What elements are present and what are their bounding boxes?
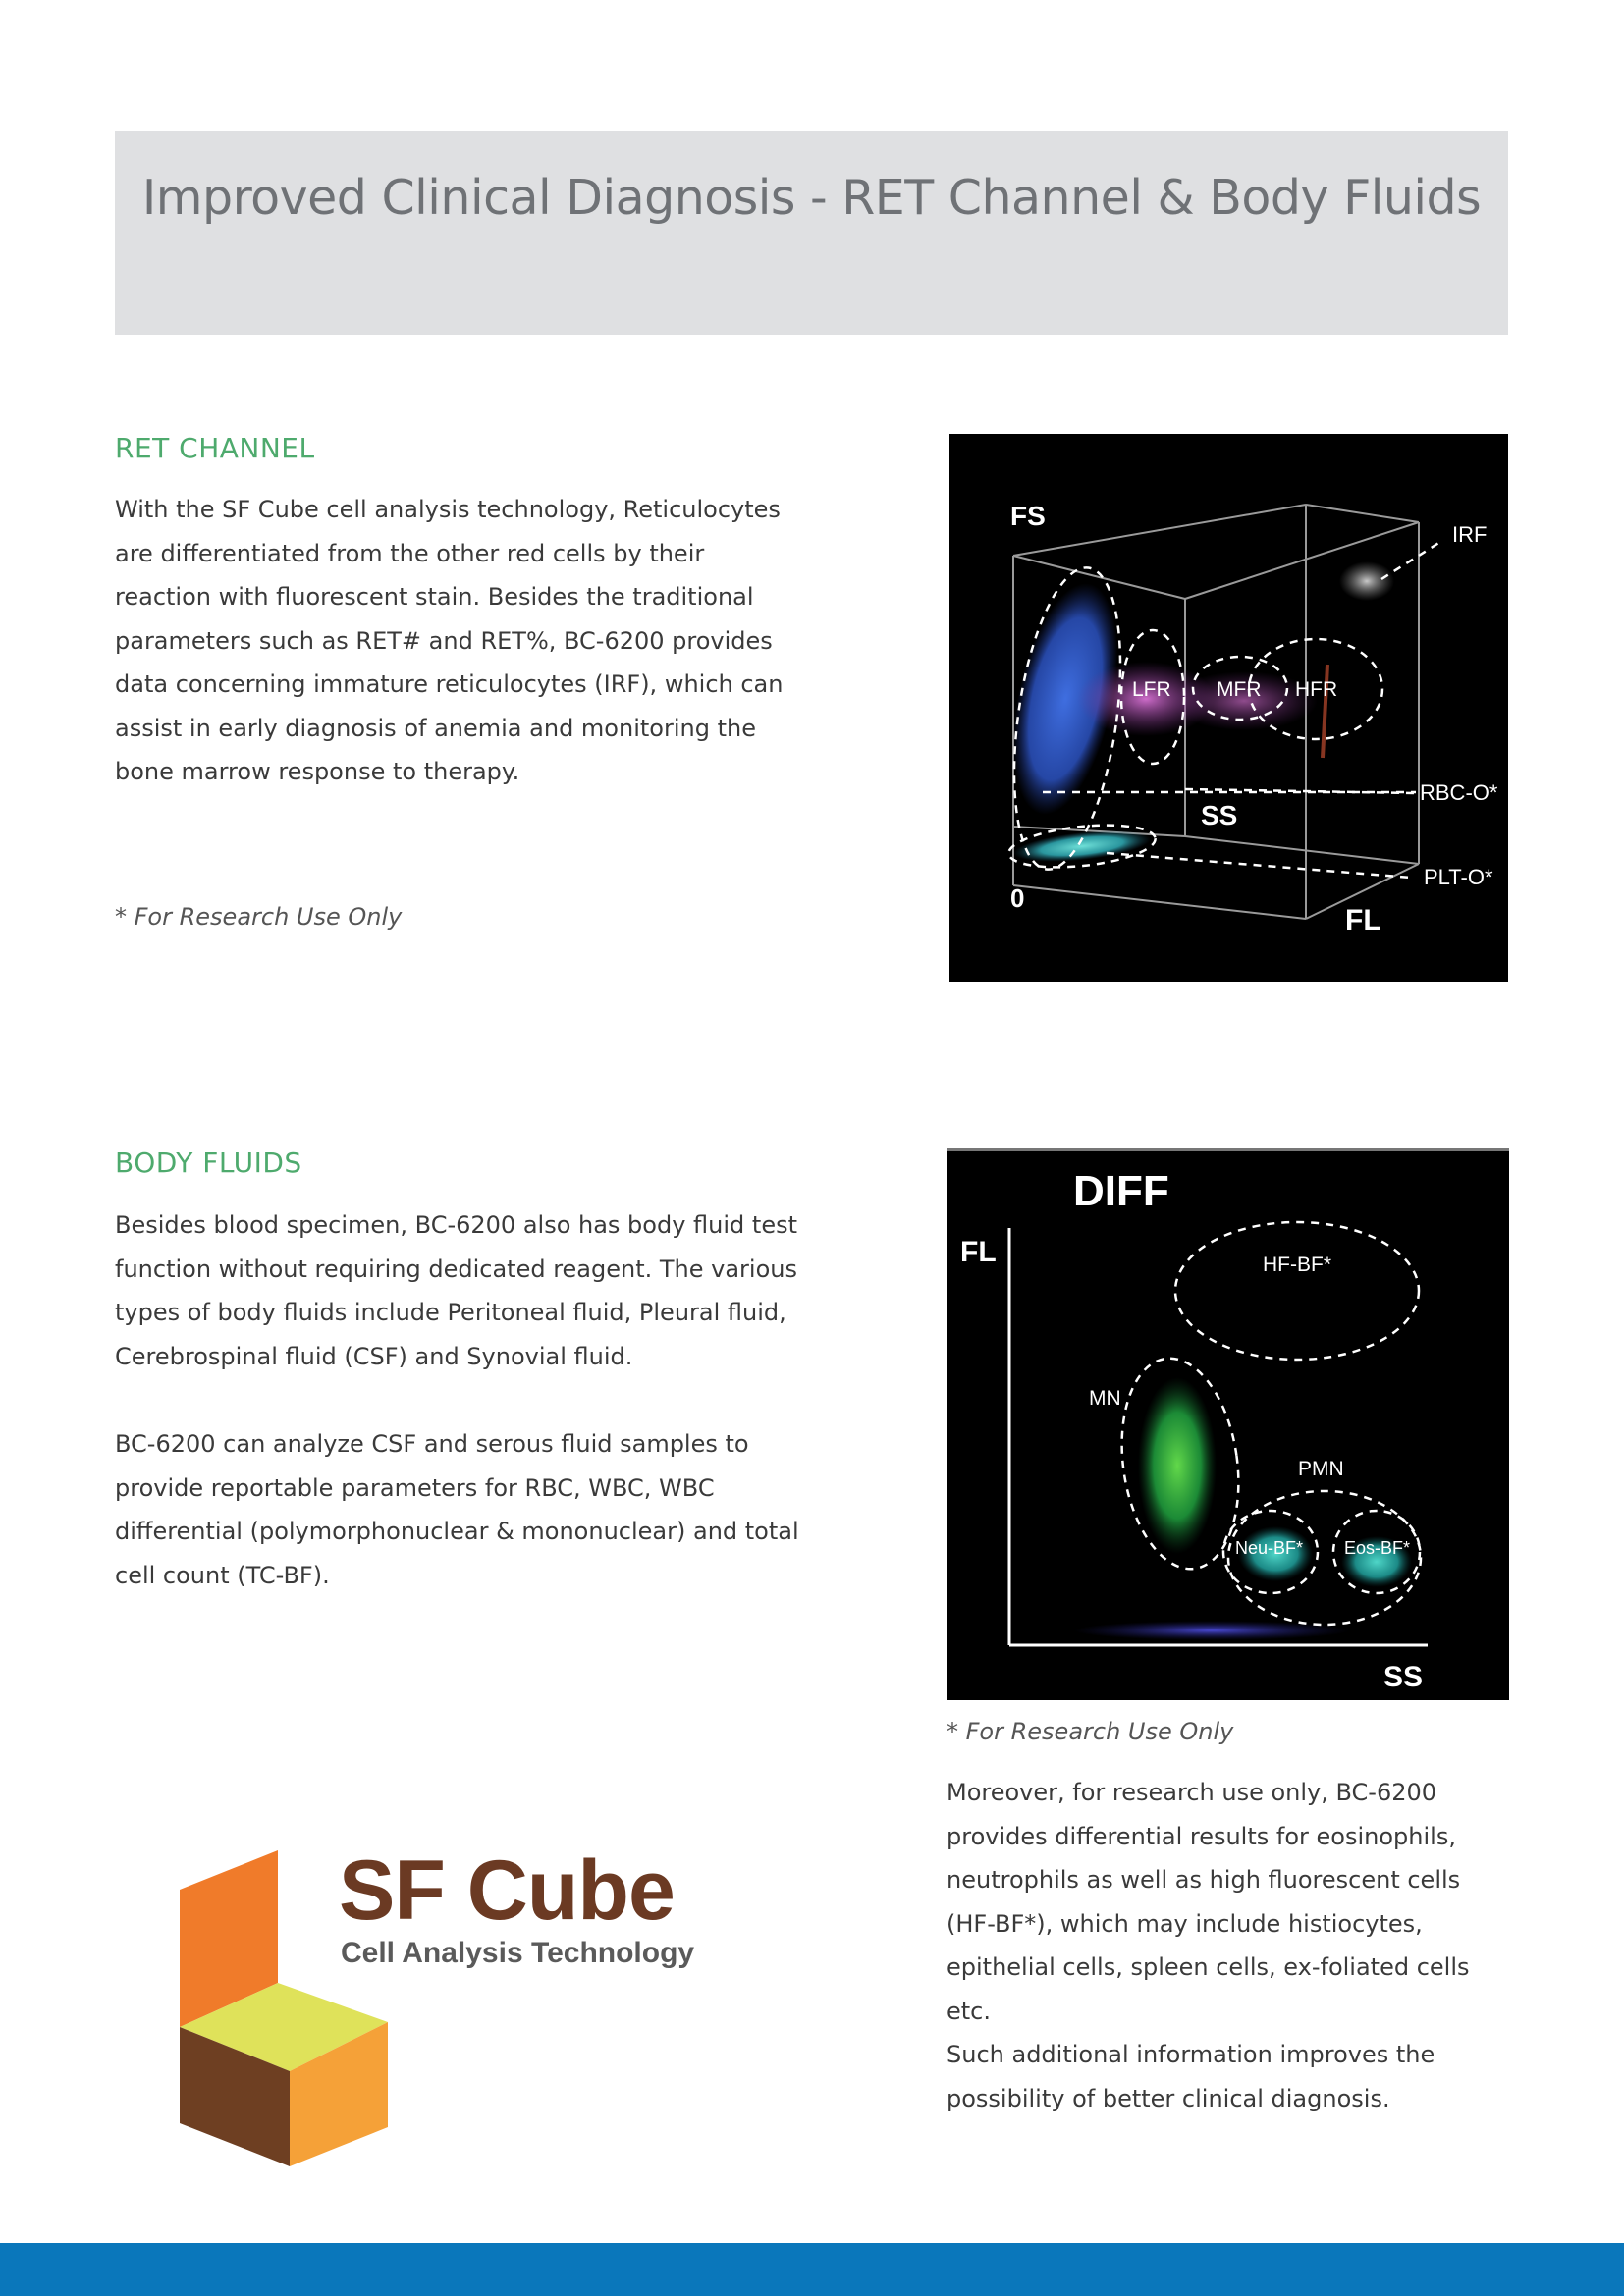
ret-plot-svg [949,434,1508,982]
logo-name: SF Cube [339,1843,675,1938]
bf-label-hf-bf: HF-BF* [1263,1254,1331,1276]
ret-axis-fs: FS [1010,501,1046,531]
ret-note: * For Research Use Only [115,903,403,931]
bf-mn-cloud [1138,1377,1217,1554]
bf-body-3: Moreover, for research use only, BC-6200 provides differential results for eosinophils, neutrophils as well as high fluorescent cells (HF-BF*), which may include histiocytes, epithelial cells, spleen cells, ex-foliated cells etc. [947,1779,1470,2025]
logo-tagline: Cell Analysis Technology [341,1937,695,1969]
bf-label-pmn: PMN [1298,1458,1344,1480]
ret-scatterplot [949,434,1508,982]
ret-label-irf: IRF [1452,522,1488,547]
page-title: Improved Clinical Diagnosis - RET Channel & Body Fluids [141,170,1482,226]
bf-label-eos-bf: Eos-BF* [1344,1538,1411,1558]
bf-label-neu-bf: Neu-BF* [1235,1538,1304,1558]
ret-origin: 0 [1010,883,1025,913]
bf-axis-fl: FL [960,1236,997,1268]
ret-body: With the SF Cube cell analysis technology, Reticulocytes are differentiated from the other red cells by their reaction with fluorescent stain. Besides the traditional parameters such as RET# and RET%, BC-6200 provides data concerning immature reticulocytes (IRF), which can assist in early diagnosis of anemia and monitoring the bone marrow response to therapy. [115,496,784,785]
header-banner [115,131,1508,335]
bf-debris-cloud [1074,1621,1349,1640]
bf-label-mn: MN [1089,1387,1121,1410]
ret-axis-fl: FL [1345,904,1381,936]
bf-diff-scatterplot [947,1148,1509,1700]
ret-irf-cloud [1339,561,1394,601]
ret-label-mfr: MFR [1217,678,1262,701]
sf-cube-logo [172,1843,702,2174]
ret-heading: RET CHANNEL [115,432,315,464]
bf-body-1: Besides blood specimen, BC-6200 also has body fluid test function without requiring dedicated reagent. The various types of body fluids include Peritoneal fluid, Pleural fluid, Cerebrospinal fluid (CSF) and Synovial fluid. [115,1211,797,1370]
bf-body-2: BC-6200 can analyze CSF and serous fluid samples to provide reportable parameters for RBC, WBC, WBC differential (polymorphonuclear & mononuclear) and total cell count (TC-BF). [115,1430,799,1589]
footer-bar [0,2243,1624,2296]
ret-axis-ss: SS [1201,800,1238,830]
bf-heading: BODY FLUIDS [115,1147,302,1179]
ret-label-hfr: HFR [1295,678,1338,701]
bf-body-4: Such additional information improves the possibility of better clinical diagnosis. [947,2041,1435,2112]
bf-note: * For Research Use Only [947,1718,1234,1745]
bf-axis-ss: SS [1383,1661,1424,1693]
bf-plot-svg [947,1151,1509,1697]
ret-label-plt-o: PLT-O* [1424,865,1493,889]
ret-label-rbc-o: RBC-O* [1420,780,1498,805]
bf-plot-title: DIFF [1073,1167,1169,1215]
ret-label-lfr: LFR [1132,678,1171,701]
